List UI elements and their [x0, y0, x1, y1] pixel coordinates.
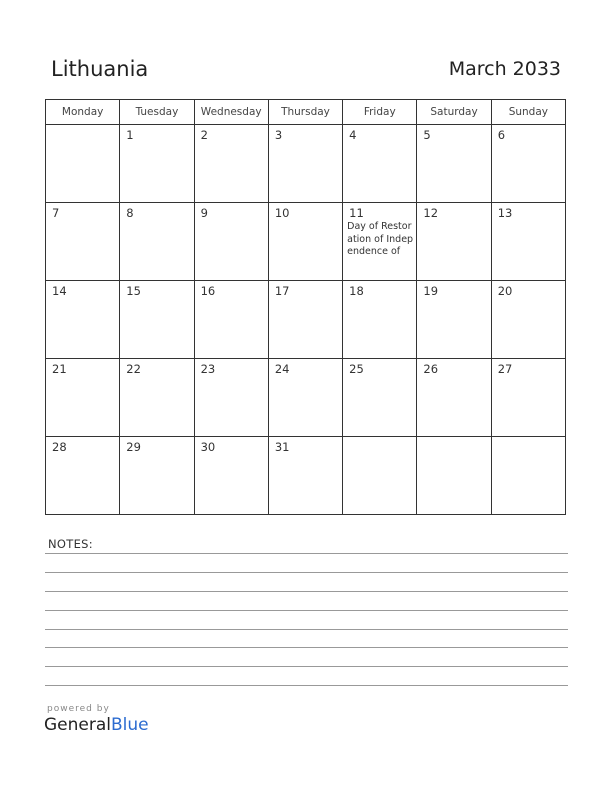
weekday-header-row — [46, 100, 566, 125]
day-cell — [194, 359, 268, 437]
day-cell — [194, 125, 268, 203]
day-cell — [343, 281, 417, 359]
day-number: 3 — [274, 128, 283, 142]
weekday-tuesday: Tuesday — [120, 100, 194, 125]
day-cell — [46, 125, 120, 203]
day-cell — [120, 125, 194, 203]
day-number — [343, 437, 416, 440]
day-number — [417, 437, 490, 440]
day-cell — [268, 125, 342, 203]
brand-logo — [44, 704, 149, 736]
notes-label: NOTES: — [48, 537, 93, 551]
day-cell — [343, 437, 417, 515]
day-number: 12 — [423, 206, 439, 220]
day-number: 11 — [349, 206, 364, 220]
day-cell — [491, 281, 565, 359]
day-cell — [120, 359, 194, 437]
day-cell — [417, 281, 491, 359]
week-row — [46, 437, 566, 515]
day-cell — [491, 203, 565, 281]
day-cell — [417, 359, 491, 437]
day-number: 29 — [126, 440, 141, 454]
day-number: 24 — [274, 362, 290, 376]
day-number: 20 — [497, 284, 513, 298]
note-line — [45, 591, 568, 592]
day-number: 16 — [200, 284, 216, 298]
day-cell — [268, 359, 342, 437]
day-number: 31 — [274, 440, 290, 454]
day-number: 8 — [126, 206, 134, 220]
day-cell — [491, 125, 565, 203]
powered-by-text: powered by — [47, 704, 110, 714]
day-cell — [343, 125, 417, 203]
note-line — [45, 629, 568, 630]
day-cell — [194, 203, 268, 281]
day-number: 1 — [126, 128, 134, 142]
brand-name — [44, 715, 149, 736]
weekday-wednesday: Wednesday — [194, 100, 268, 125]
week-row — [46, 359, 566, 437]
day-number: 28 — [52, 440, 67, 454]
month-year-title: March 2033 — [448, 58, 561, 80]
day-cell — [491, 359, 565, 437]
day-number: 4 — [349, 128, 357, 142]
day-cell — [120, 203, 194, 281]
calendar-grid — [45, 99, 566, 515]
day-number: 18 — [349, 284, 364, 298]
weekday-thursday: Thursday — [268, 100, 342, 125]
day-cell — [343, 203, 417, 281]
calendar-body — [46, 125, 566, 515]
week-row — [46, 203, 566, 281]
day-number: 19 — [423, 284, 439, 298]
day-cell — [46, 203, 120, 281]
day-cell — [491, 437, 565, 515]
day-number: 10 — [274, 206, 290, 220]
holiday-label: Day of Restoration of Independence of — [347, 221, 414, 257]
country-title: Lithuania — [51, 57, 149, 81]
day-cell — [343, 359, 417, 437]
day-cell — [268, 281, 342, 359]
day-number: 17 — [274, 284, 290, 298]
day-number: 9 — [200, 206, 208, 220]
brand-name-general: General — [44, 715, 111, 735]
day-number: 26 — [423, 362, 439, 376]
day-cell — [417, 203, 491, 281]
day-cell — [417, 125, 491, 203]
day-number: 23 — [200, 362, 216, 376]
day-cell — [417, 437, 491, 515]
note-line — [45, 572, 568, 573]
day-cell — [46, 437, 120, 515]
day-number: 14 — [52, 284, 67, 298]
day-number: 30 — [200, 440, 216, 454]
day-number: 13 — [497, 206, 513, 220]
week-row — [46, 281, 566, 359]
note-line — [45, 685, 568, 686]
day-cell — [120, 281, 194, 359]
day-number: 22 — [126, 362, 141, 376]
note-line — [45, 666, 568, 667]
week-row — [46, 125, 566, 203]
day-cell — [268, 203, 342, 281]
weekday-monday: Monday — [46, 100, 120, 125]
day-number: 5 — [423, 128, 431, 142]
note-line — [45, 647, 568, 648]
day-cell — [194, 437, 268, 515]
brand-name-blue: Blue — [111, 715, 149, 735]
day-number: 27 — [497, 362, 513, 376]
day-number: 25 — [349, 362, 364, 376]
day-number: 2 — [200, 128, 208, 142]
day-cell — [46, 359, 120, 437]
day-number: 7 — [52, 206, 60, 220]
weekday-friday: Friday — [343, 100, 417, 125]
day-number — [46, 125, 119, 128]
day-number: 21 — [52, 362, 67, 376]
day-cell — [120, 437, 194, 515]
weekday-saturday: Saturday — [417, 100, 491, 125]
day-cell — [194, 281, 268, 359]
note-line — [45, 610, 568, 611]
day-cell — [268, 437, 342, 515]
day-cell — [46, 281, 120, 359]
day-number — [492, 437, 565, 440]
day-number: 15 — [126, 284, 141, 298]
note-line — [45, 553, 568, 554]
weekday-sunday: Sunday — [491, 100, 565, 125]
day-number: 6 — [497, 128, 506, 142]
